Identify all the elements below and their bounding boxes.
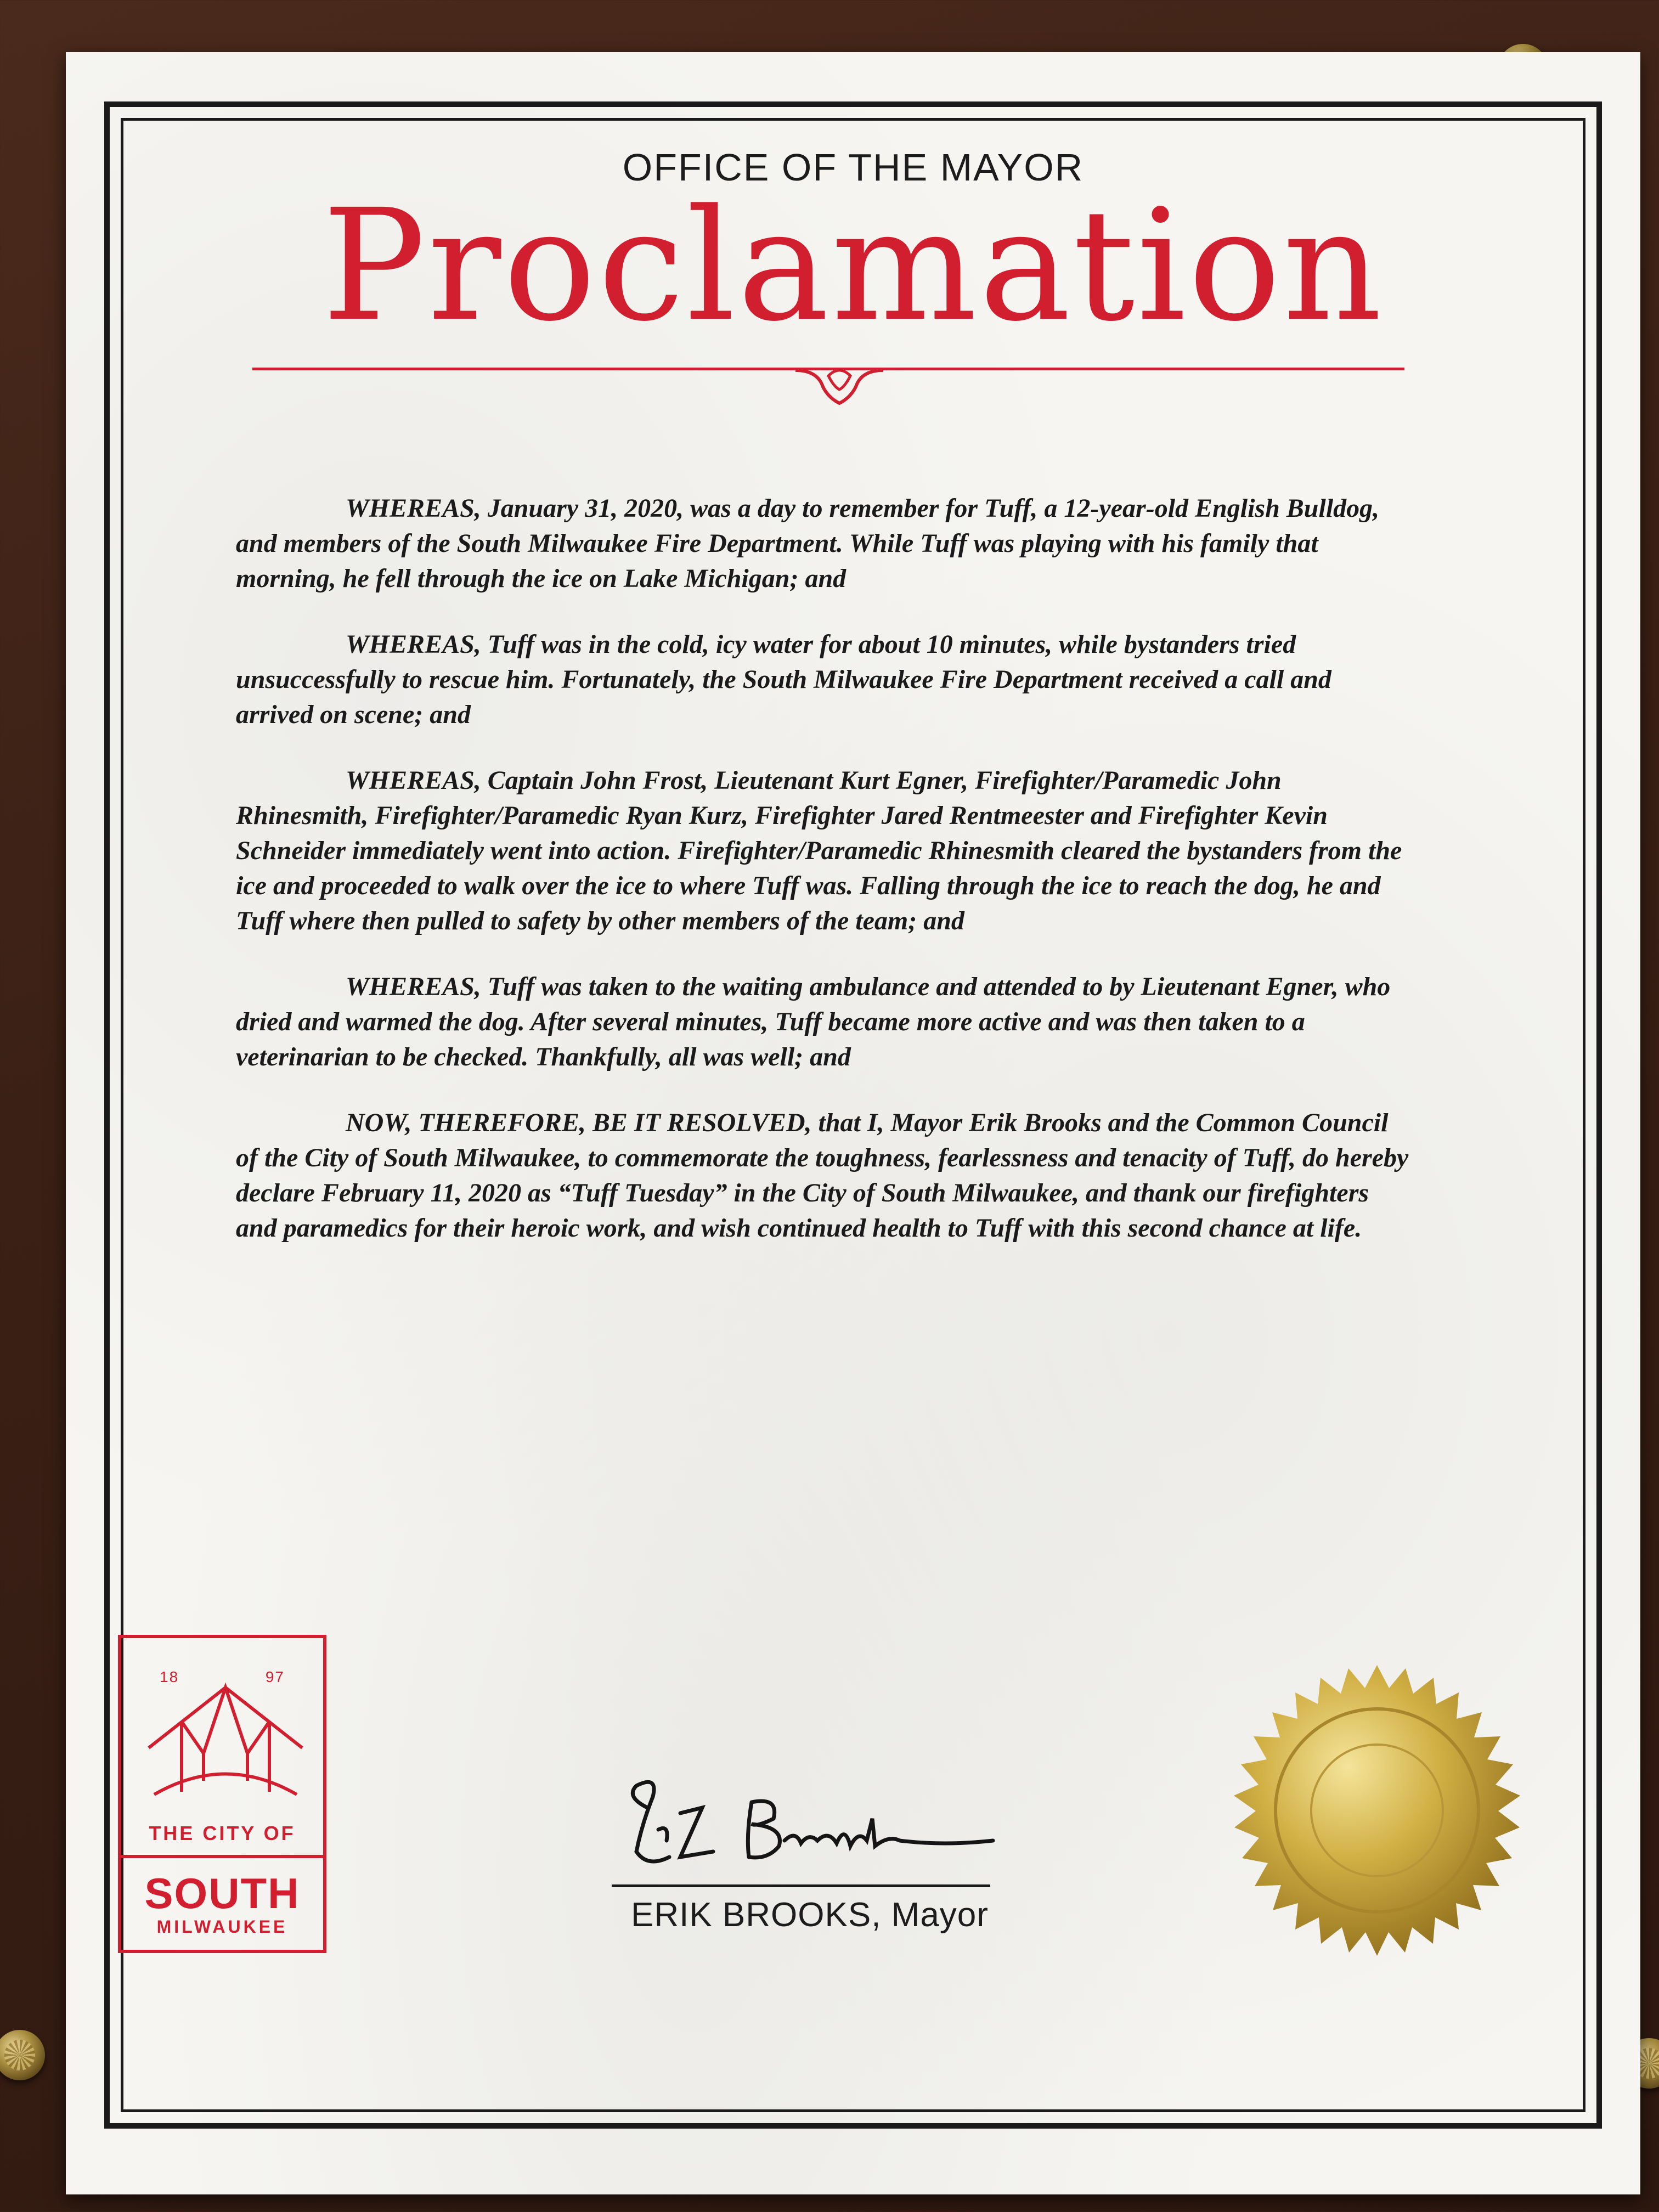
city-logo <box>118 1635 326 1953</box>
bridge-icon <box>143 1677 308 1808</box>
paragraph-4: WHEREAS, Tuff was taken to the waiting ambulance and attended to by Lieutenant Egner, who dried and warmed the dog. After several minutes, Tuff became more active and was then taken to a veterinarian to be checked. Thankfully, all was well; and <box>236 972 1391 1071</box>
paragraph-2: WHEREAS, Tuff was in the cold, icy water for about 10 minutes, while bystanders tried unsuccessfully to rescue him. Fortunately, the South Milwaukee Fire Department received a call and arrived on scene; and <box>236 630 1331 729</box>
signature-line <box>612 1884 990 1887</box>
logo-year-right: 97 <box>265 1668 285 1685</box>
proclamation-document <box>66 52 1640 2194</box>
logo-year-left: 18 <box>160 1668 179 1685</box>
mayor-name: ERIK BROOKS, Mayor <box>631 1896 989 1934</box>
mayor-signature-icon <box>614 1764 998 1884</box>
logo-line-city: THE CITY OF <box>149 1822 296 1844</box>
gold-seal-icon <box>1174 1610 1580 2016</box>
logo-line-milwaukee: MILWAUKEE <box>156 1917 288 1937</box>
logo-line-south: SOUTH <box>144 1869 300 1917</box>
title-ornament-icon <box>785 365 894 409</box>
paragraph-5: NOW, THEREFORE, BE IT RESOLVED, that I, Mayor Erik Brooks and the Common Council of the City of South Milwaukee, to commemorate the toughness, fearlessness and tenacity of Tuff, do hereby declare February 11, 2020 as “Tuff Tuesday” in the City of South Milwaukee, and thank our firefighters and paramedics for their heroic work, and wish continued health to Tuff with this second chance at life. <box>236 1108 1409 1243</box>
tack-bottom-left-icon <box>0 2030 45 2080</box>
document-title: Proclamation <box>322 177 1384 356</box>
paragraph-1: WHEREAS, January 31, 2020, was a day to remember for Tuff, a 12-year-old English Bulldog, and members of the South Milwaukee Fire Department. While Tuff was playing with his family that morning, he fell through the ice on Lake Michigan; and <box>236 494 1380 593</box>
office-heading: OFFICE OF THE MAYOR <box>622 146 1084 189</box>
proclamation-body <box>236 491 1410 1277</box>
paragraph-3: WHEREAS, Captain John Frost, Lieutenant Kurt Egner, Firefighter/Paramedic John Rhinesmith, Firefighter/Paramedic Ryan Kurz, Firefighter Jared Rentmeester and Firefighter Kevin Schneider immediately went into action. Firefighter/Paramedic Rhinesmith cleared the bystanders from the ice and proceeded to walk over the ice to where Tuff was. Falling through the ice to reach the dog, he and Tuff where then pulled to safety by other members of the team; and <box>236 766 1402 935</box>
logo-divider <box>121 1855 323 1858</box>
